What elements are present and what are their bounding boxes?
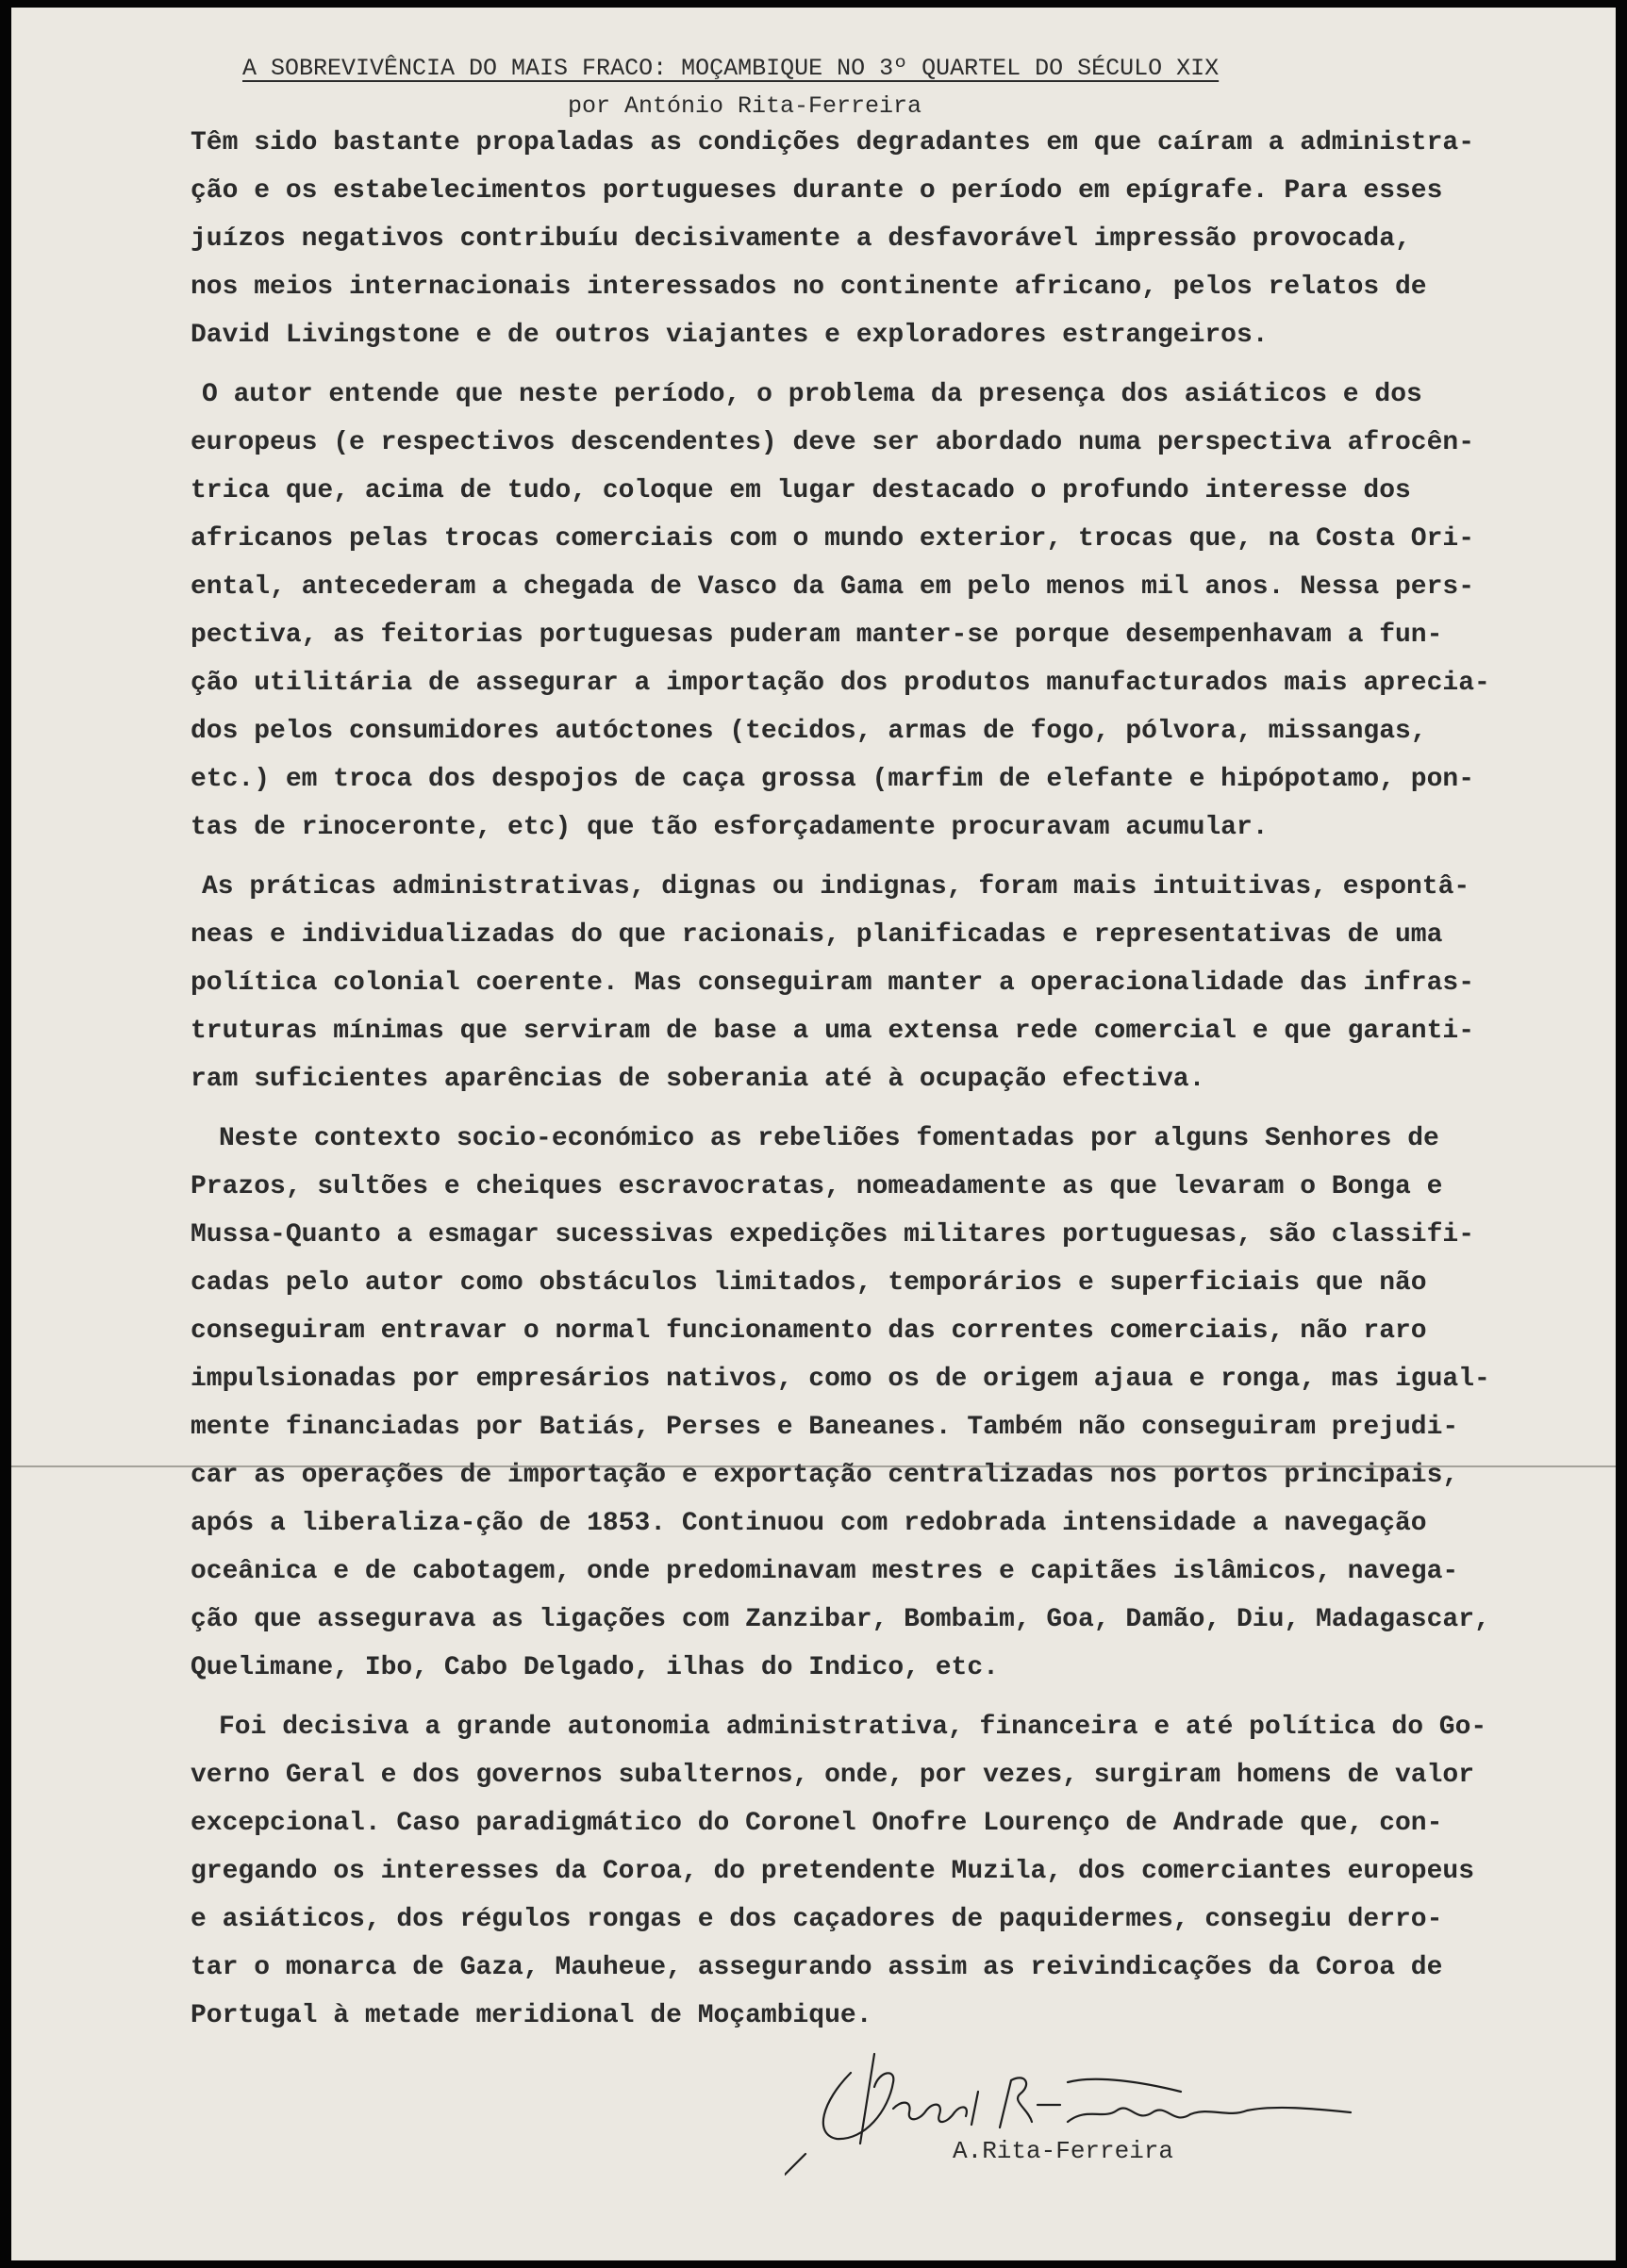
text-line: dos pelos consumidores autóctones (tecidos, armas de fogo, pólvora, missangas, <box>191 717 1427 746</box>
text-line: ção utilitária de assegurar a importação dos produtos manufacturados mais aprecia- <box>191 669 1490 698</box>
text-line: tas de rinoceronte, etc) que tão esforçadamente procuravam acumular. <box>191 813 1269 842</box>
typed-signature-name: A.Rita-Ferreira <box>953 2137 1174 2165</box>
text-line: gregando os interesses da Coroa, do pretendente Muzila, dos comerciantes europeus <box>191 1857 1475 1886</box>
text-line: neas e individualizadas do que racionais, planificadas e representativas de uma <box>191 920 1443 950</box>
text-line: etc.) em troca dos despojos de caça grossa (marfim de elefante e hipópotamo, pon- <box>191 765 1475 794</box>
text-line: cadas pelo autor como obstáculos limitados, temporários e superficiais que não <box>191 1268 1427 1298</box>
document-title: A SOBREVIVÊNCIA DO MAIS FRACO: MOÇAMBIQUE NO 3º QUARTEL DO SÉCULO XIX <box>242 55 1220 82</box>
paragraph-1 <box>191 119 1605 359</box>
text-line: mente financiadas por Batiás, Perses e Baneanes. Também não conseguiram prejudi- <box>191 1413 1459 1442</box>
paragraph-2 <box>191 371 1605 852</box>
text-line: política colonial coerente. Mas conseguiram manter a operacionalidade das infras- <box>191 968 1475 998</box>
paragraph-4 <box>191 1115 1605 1692</box>
paragraph-5 <box>191 1703 1605 2040</box>
text-line: Prazos, sultões e cheiques escravocratas, nomeadamente as que levaram o Bonga e <box>191 1172 1443 1201</box>
text-line: verno Geral e dos governos subalternos, onde, por vezes, surgiram homens de valor <box>191 1761 1475 1790</box>
text-line: truturas mínimas que serviram de base a uma extensa rede comercial e que garanti- <box>191 1017 1475 1046</box>
text-line: Foi decisiva a grande autonomia administrativa, financeira e até política do Go- <box>219 1713 1487 1742</box>
text-line: juízos negativos contribuíu decisivamente a desfavorável impressão provocada, <box>191 224 1411 254</box>
text-line: Portugal à metade meridional de Moçambique. <box>191 2001 872 2030</box>
text-line: Mussa-Quanto a esmagar sucessivas expedições militares portuguesas, são classifi- <box>191 1220 1475 1250</box>
text-line: excepcional. Caso paradigmático do Coronel Onofre Lourenço de Andrade que, con- <box>191 1809 1443 1838</box>
text-line: ental, antecederam a chegada de Vasco da Gama em pelo menos mil anos. Nessa pers- <box>191 572 1475 602</box>
text-line: conseguiram entravar o normal funcionamento das correntes comerciais, não raro <box>191 1316 1427 1346</box>
text-line: nos meios internacionais interessados no continente africano, pelos relatos de <box>191 273 1427 302</box>
text-line: David Livingstone e de outros viajantes e exploradores estrangeiros. <box>191 321 1269 350</box>
document-byline: por António Rita-Ferreira <box>568 92 922 120</box>
text-line: O autor entende que neste período, o problema da presença dos asiáticos e dos <box>202 380 1422 409</box>
text-line: Quelimane, Ibo, Cabo Delgado, ilhas do Indico, etc. <box>191 1653 999 1682</box>
text-line: car as operações de importação e exportação centralizadas nos portos principais, <box>191 1461 1459 1490</box>
text-line: ram suficientes aparências de soberania até à ocupação efectiva. <box>191 1065 1205 1094</box>
paragraph-3 <box>191 863 1605 1103</box>
text-line: tar o monarca de Gaza, Mauheue, assegurando assim as reivindicações da Coroa de <box>191 1953 1443 1982</box>
text-line: africanos pelas trocas comerciais com o mundo exterior, trocas que, na Costa Ori- <box>191 524 1475 554</box>
text-line: pectiva, as feitorias portuguesas puderam manter-se porque desempenhavam a fun- <box>191 621 1443 650</box>
text-line: As práticas administrativas, dignas ou indignas, foram mais intuitivas, espontâ- <box>202 872 1470 902</box>
text-line: após a liberaliza-ção de 1853. Continuou com redobrada intensidade a navegação <box>191 1509 1427 1538</box>
document-page <box>11 8 1616 2260</box>
text-line: ção e os estabelecimentos portugueses durante o período em epígrafe. Para esses <box>191 176 1443 206</box>
text-line: oceânica e de cabotagem, onde predominavam mestres e capitães islâmicos, navega- <box>191 1557 1459 1586</box>
text-line: europeus (e respectivos descendentes) deve ser abordado numa perspectiva afrocên- <box>191 428 1475 457</box>
text-line: Neste contexto socio-económico as rebeliões fomentadas por alguns Senhores de <box>219 1124 1439 1153</box>
text-line: e asiáticos, dos régulos rongas e dos caçadores de paquidermes, consegiu derro- <box>191 1905 1443 1934</box>
text-line: trica que, acima de tudo, coloque em lugar destacado o profundo interesse dos <box>191 476 1411 505</box>
text-line: impulsionadas por empresários nativos, como os de origem ajaua e ronga, mas igual- <box>191 1365 1490 1394</box>
text-line: ção que assegurava as ligações com Zanzibar, Bombaim, Goa, Damão, Diu, Madagascar, <box>191 1605 1490 1634</box>
document-body <box>191 119 1605 2051</box>
text-line: Têm sido bastante propaladas as condições degradantes em que caíram a administra- <box>191 128 1475 157</box>
